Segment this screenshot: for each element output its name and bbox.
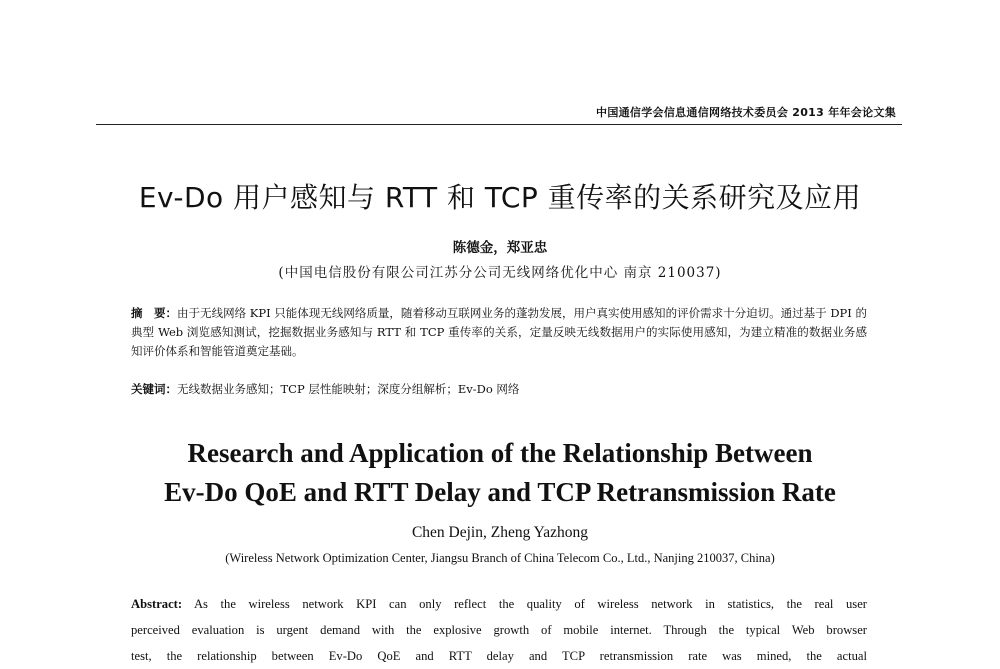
en-abstract-line-3: test, the relationship between Ev-Do QoE and RTT delay and TCP retransmission rate was mined, the actual [131,649,867,663]
cn-affiliation: (中国电信股份有限公司江苏分公司无线网络优化中心 南京 210037) [278,265,722,281]
cn-keywords [131,380,867,399]
en-abstract-line-2: perceived evaluation is urgent demand with the explosive growth of mobile internet. Through the typical Web browser [131,623,867,637]
cn-abstract-text: 由于无线网络 KPI 只能体现无线网络质量，随着移动互联网业务的蓬勃发展，用户真实使用感知的评价需求十分迫切。通过基于 DPI 的典型 Web 浏览感知测试，挖掘数据业务感知与 RTT 和 TCP 重传率的关系，定量反映无线数据用户的实际使用感知，为建立精准的数据业务感知评价体系和智能管道奠定基础。 [131,306,868,358]
cn-keywords-text: 无线数据业务感知；TCP 层性能映射；深度分组解析；Ev-Do 网络 [177,382,520,396]
cn-authors: 陈德金，郑亚忠 [452,240,548,256]
cn-abstract-label: 摘 要： [131,306,178,320]
en-title-line-1: Research and Application of the Relationship Between [187,438,813,468]
cn-keywords-label: 关键词： [131,382,177,396]
en-abstract-line-1 [131,591,867,617]
en-title [0,434,1000,512]
en-abstract [131,591,867,669]
en-abstract-label: Abstract: [131,597,183,611]
en-title-line-2: Ev-Do QoE and RTT Delay and TCP Retransmission Rate [164,477,836,507]
header-rule [96,124,902,125]
cn-abstract [131,304,867,361]
en-authors: Chen Dejin, Zheng Yazhong [411,524,589,541]
cn-title: Ev-Do 用户感知与 RTT 和 TCP 重传率的关系研究及应用 [138,181,862,214]
en-abstract-line-1-text: As the wireless network KPI can only reflect the quality of wireless network in statistics, the real user [193,597,867,611]
running-header: 中国通信学会信息通信网络技术委员会 2013 年年会论文集 [596,106,896,119]
en-affiliation: (Wireless Network Optimization Center, Jiangsu Branch of China Telecom Co., Ltd., Nanjing 210037, China) [225,551,775,565]
